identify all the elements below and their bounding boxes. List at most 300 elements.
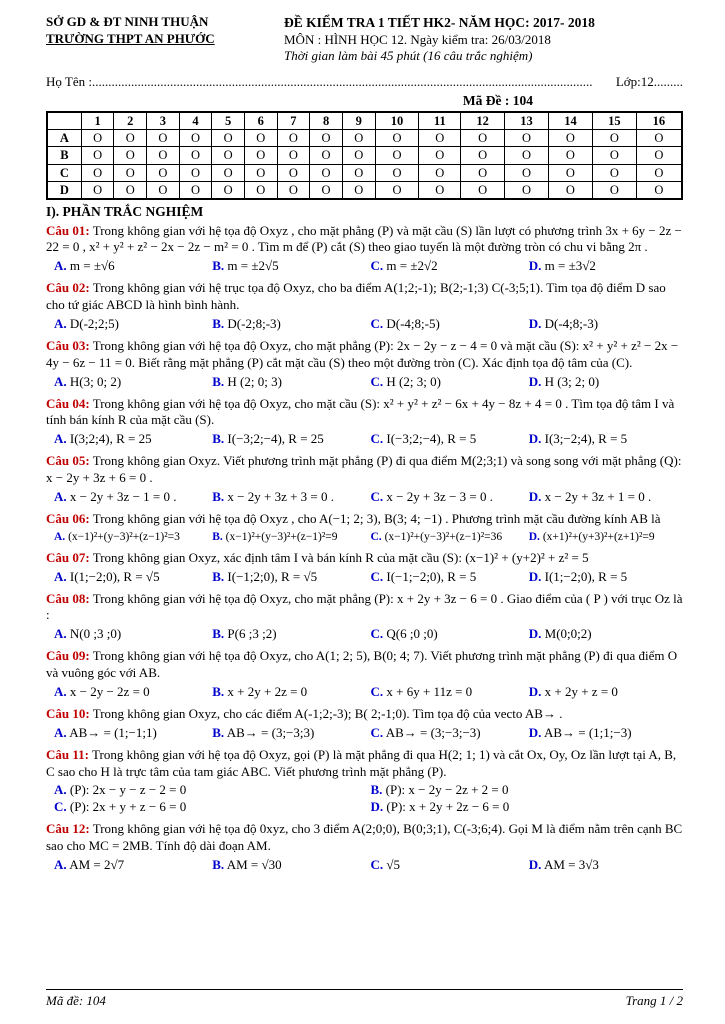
option-letter: D. bbox=[528, 568, 542, 584]
option-value: P(6 ;3 ;2) bbox=[227, 626, 277, 642]
question-body: Trong không gian Oxyz, cho các điểm A(-1;2;-3); B( 2;-1;0). Tìm tọa độ của vecto AB→ . bbox=[92, 705, 563, 721]
question-text bbox=[46, 550, 683, 567]
option-letter: B. bbox=[212, 724, 225, 740]
answer-bubble: O bbox=[505, 164, 549, 181]
answer-bubble: O bbox=[505, 130, 549, 147]
option-letter: B. bbox=[212, 857, 225, 872]
question-block bbox=[46, 223, 683, 276]
option-value: x − 2y + 3z − 3 = 0 . bbox=[386, 489, 493, 505]
option bbox=[371, 530, 525, 545]
option-letter: C. bbox=[370, 258, 384, 274]
answer-bubble: O bbox=[212, 164, 245, 181]
answer-bubble: O bbox=[592, 181, 636, 199]
option bbox=[371, 725, 525, 742]
answer-bubble: O bbox=[179, 147, 212, 164]
option-value: D(-4;8;-5) bbox=[386, 316, 440, 332]
answer-bubble: O bbox=[342, 181, 375, 199]
option-value: m = ±3√2 bbox=[544, 258, 596, 274]
option-value: H (3; 2; 0) bbox=[544, 373, 600, 389]
option-value: H(3; 0; 2) bbox=[69, 373, 122, 389]
option-letter: A. bbox=[54, 683, 67, 699]
option-letter: C. bbox=[370, 724, 384, 740]
option-letter: A. bbox=[54, 724, 67, 740]
answer-bubble: O bbox=[636, 164, 682, 181]
options-row bbox=[46, 258, 683, 275]
answer-bubble: O bbox=[375, 164, 419, 181]
option-letter: B. bbox=[212, 373, 225, 389]
answer-bubble: O bbox=[212, 130, 245, 147]
option-letter: D. bbox=[370, 799, 384, 815]
option bbox=[371, 799, 684, 816]
option bbox=[371, 431, 525, 448]
option-value: (x−1)²+(y−3)²+(z−1)²=9 bbox=[225, 530, 338, 543]
option bbox=[54, 857, 208, 874]
option-value: N(0 ;3 ;0) bbox=[69, 626, 122, 642]
option-value: (P): 2x − y − z − 2 = 0 bbox=[69, 782, 187, 798]
option-value: I(1;−2;0), R = √5 bbox=[69, 568, 160, 584]
option-value: H (2; 3; 0) bbox=[386, 373, 441, 389]
answer-bubble: O bbox=[592, 147, 636, 164]
exam-title: ĐỀ KIỂM TRA 1 TIẾT HK2- NĂM HỌC: 2017- 2018 bbox=[284, 15, 595, 30]
answer-bubble: O bbox=[114, 164, 147, 181]
answer-bubble: O bbox=[342, 164, 375, 181]
option-value: AB→ = (1;1;−3) bbox=[543, 724, 632, 740]
option-value: m = ±2√5 bbox=[227, 258, 279, 274]
question-text bbox=[46, 821, 683, 855]
option bbox=[54, 782, 367, 799]
question-text bbox=[46, 747, 683, 781]
answer-bubble: O bbox=[310, 147, 343, 164]
answer-bubble: O bbox=[375, 181, 419, 199]
answer-bubble: O bbox=[592, 164, 636, 181]
question-number: Câu 06: bbox=[46, 510, 90, 526]
answer-bubble: O bbox=[81, 164, 114, 181]
answer-grid-col-header: 5 bbox=[212, 112, 245, 130]
answer-bubble: O bbox=[147, 164, 180, 181]
answer-grid-col-header: 10 bbox=[375, 112, 419, 130]
options-row bbox=[46, 626, 683, 643]
option-letter: A. bbox=[54, 489, 67, 505]
question-number: Câu 09: bbox=[46, 648, 90, 664]
answer-grid-row-label: C bbox=[47, 164, 81, 181]
option bbox=[54, 799, 367, 816]
answer-bubble: O bbox=[277, 164, 310, 181]
answer-bubble: O bbox=[81, 147, 114, 164]
answer-grid-row-label: A bbox=[47, 130, 81, 147]
option-letter: C. bbox=[370, 316, 384, 332]
answer-bubble: O bbox=[375, 147, 419, 164]
question-body: Trong không gian với hệ tọa độ Oxyz, cho mặt phẳng (P): x + 2y + 3z − 6 = 0 . Giao điểm của ( P ) với trục Oz là : bbox=[46, 590, 683, 623]
option-value: Q(6 ;0 ;0) bbox=[386, 626, 438, 642]
question-number: Câu 11: bbox=[46, 746, 89, 762]
question-body: Trong không gian với hệ tọa độ Oxyz, gọi (P) là mặt phẳng đi qua H(2; 1; 1) và cắt Ox, Oy, Oz lần lượt tại A, B, C sao cho H là trực tâm của tam giác ABC. Viết phương trình mặt phẳng (P). bbox=[46, 746, 677, 779]
option bbox=[529, 626, 683, 643]
answer-bubble: O bbox=[114, 181, 147, 199]
option-letter: A. bbox=[54, 258, 67, 274]
answer-bubble: O bbox=[636, 130, 682, 147]
option-letter: B. bbox=[212, 568, 225, 584]
question-text bbox=[46, 706, 683, 723]
answer-grid-body bbox=[47, 130, 682, 200]
question-text bbox=[46, 511, 683, 528]
option-value: (x−1)²+(y−3)²+(z−1)²=36 bbox=[384, 530, 503, 543]
question-number: Câu 02: bbox=[46, 280, 90, 296]
option-letter: B. bbox=[212, 626, 225, 642]
question-block bbox=[46, 591, 683, 644]
department-name: SỞ GD & ĐT NINH THUẬN bbox=[46, 14, 209, 29]
option bbox=[371, 626, 525, 643]
option-letter: D. bbox=[528, 431, 542, 447]
answer-bubble: O bbox=[548, 147, 592, 164]
option-value: x + 2y + 2z = 0 bbox=[227, 683, 308, 699]
page-footer bbox=[46, 989, 683, 1010]
answer-grid-col-header: 9 bbox=[342, 112, 375, 130]
option bbox=[54, 258, 208, 275]
answer-grid-col-header: 1 bbox=[81, 112, 114, 130]
answer-bubble: O bbox=[147, 130, 180, 147]
name-label: Họ Tên : bbox=[46, 74, 92, 90]
question-body: Trong không gian với hệ trục tọa độ Oxyz, cho ba điểm A(1;2;-1); B(2;-1;3) C(-3;5;1). Tìm tọa độ điểm D sao cho tứ giác ABCD là hình bình hành. bbox=[46, 280, 666, 313]
question-block bbox=[46, 747, 683, 817]
option-letter: B. bbox=[212, 431, 225, 447]
question-number: Câu 07: bbox=[46, 549, 90, 565]
option bbox=[212, 857, 366, 874]
answer-grid-table bbox=[46, 111, 683, 200]
option bbox=[54, 530, 208, 545]
answer-bubble: O bbox=[461, 130, 505, 147]
answer-bubble: O bbox=[244, 147, 277, 164]
option bbox=[371, 782, 684, 799]
answer-bubble: O bbox=[147, 147, 180, 164]
answer-grid-col-header: 7 bbox=[277, 112, 310, 130]
answer-bubble: O bbox=[81, 130, 114, 147]
student-name-line bbox=[46, 74, 683, 91]
option-letter: D. bbox=[528, 258, 542, 274]
option-letter: C. bbox=[370, 489, 384, 505]
answer-grid-row bbox=[47, 181, 682, 199]
option-value: AM = 3√3 bbox=[543, 857, 599, 872]
option-letter: A. bbox=[54, 373, 67, 389]
option bbox=[371, 316, 525, 333]
answer-bubble: O bbox=[244, 181, 277, 199]
section-title: I). PHẦN TRẮC NGHIỆM bbox=[46, 204, 204, 220]
option bbox=[212, 725, 366, 742]
option-value: x − 2y + 3z + 1 = 0 . bbox=[544, 489, 652, 505]
option bbox=[371, 569, 525, 586]
option bbox=[529, 530, 683, 545]
option bbox=[54, 725, 208, 742]
option bbox=[371, 489, 525, 506]
option-value: I(−1;−2;0), R = 5 bbox=[386, 568, 477, 584]
option-value: AB→ = (3;−3;3) bbox=[226, 724, 315, 740]
question-body: Trong không gian Oxyz, xác định tâm I và bán kính R của mặt cầu (S): (x−1)² + (y+2)² + z² = 5 bbox=[92, 549, 589, 565]
answer-bubble: O bbox=[244, 164, 277, 181]
option-letter: D. bbox=[528, 626, 542, 642]
option-value: AM = 2√7 bbox=[69, 857, 125, 872]
answer-bubble: O bbox=[179, 164, 212, 181]
answer-grid-col-header: 13 bbox=[505, 112, 549, 130]
answer-bubble: O bbox=[505, 147, 549, 164]
footer-page-number: Trang 1 / 2 bbox=[625, 993, 683, 1009]
option bbox=[54, 431, 208, 448]
option-value: I(3;−2;4), R = 5 bbox=[544, 431, 628, 447]
options-row bbox=[46, 725, 683, 742]
option-value: m = ±√6 bbox=[69, 258, 115, 274]
question-block bbox=[46, 511, 683, 545]
option-letter: C. bbox=[370, 626, 384, 642]
option-value: x − 2y + 3z + 3 = 0 . bbox=[227, 489, 335, 505]
answer-grid-col-header: 11 bbox=[419, 112, 461, 130]
question-number: Câu 04: bbox=[46, 395, 90, 411]
question-block bbox=[46, 338, 683, 391]
exam-code: Mã Đề : 104 bbox=[462, 93, 533, 109]
answer-bubble: O bbox=[592, 130, 636, 147]
option bbox=[212, 316, 366, 333]
options-row bbox=[46, 489, 683, 506]
question-number: Câu 03: bbox=[46, 337, 90, 353]
answer-grid-col-header: 3 bbox=[147, 112, 180, 130]
answer-bubble: O bbox=[244, 130, 277, 147]
option bbox=[529, 684, 683, 701]
answer-grid-col-header: 14 bbox=[548, 112, 592, 130]
option-value: I(1;−2;0), R = 5 bbox=[544, 568, 628, 584]
option-value: I(−1;2;0), R = √5 bbox=[227, 568, 318, 584]
exam-header bbox=[46, 14, 683, 65]
question-body: Trong không gian Oxyz. Viết phương trình mặt phẳng (P) đi qua điểm M(2;3;1) và song song với mặt phẳng (Q): x − 2y + 3z + 6 = 0 . bbox=[46, 453, 682, 486]
option-value: AB→ = (3;−3;−3) bbox=[385, 724, 481, 740]
option bbox=[54, 684, 208, 701]
question-block bbox=[46, 550, 683, 586]
option-letter: B. bbox=[212, 530, 223, 543]
answer-bubble: O bbox=[419, 181, 461, 199]
answer-grid-col-header: 15 bbox=[592, 112, 636, 130]
option-letter: C. bbox=[370, 530, 382, 543]
answer-bubble: O bbox=[419, 130, 461, 147]
option bbox=[529, 258, 683, 275]
option-letter: D. bbox=[528, 489, 542, 505]
question-text bbox=[46, 223, 683, 257]
question-number: Câu 01: bbox=[46, 222, 90, 238]
option-letter: B. bbox=[212, 683, 225, 699]
options-row bbox=[46, 569, 683, 586]
option bbox=[54, 489, 208, 506]
option-value: D(-2;2;5) bbox=[69, 316, 119, 332]
question-body: Trong không gian với hệ tọa độ Oxyz , cho A(−1; 2; 3), B(3; 4; −1) . Phương trình mặt cầu đường kính AB là bbox=[92, 510, 661, 526]
option bbox=[54, 316, 208, 333]
question-block bbox=[46, 280, 683, 333]
option-letter: A. bbox=[54, 568, 67, 584]
answer-bubble: O bbox=[114, 130, 147, 147]
option-letter: D. bbox=[528, 530, 540, 543]
option-letter: C. bbox=[370, 568, 384, 584]
option bbox=[212, 431, 366, 448]
answer-bubble: O bbox=[212, 181, 245, 199]
option-letter: B. bbox=[370, 782, 383, 798]
answer-grid-col-header: 12 bbox=[461, 112, 505, 130]
option bbox=[212, 530, 366, 545]
answer-grid-header-row bbox=[47, 112, 682, 130]
options-row bbox=[46, 316, 683, 333]
option bbox=[212, 258, 366, 275]
option-value: (P): x − 2y − 2z + 2 = 0 bbox=[385, 782, 509, 798]
answer-grid-row bbox=[47, 130, 682, 147]
question-number: Câu 08: bbox=[46, 590, 90, 606]
answer-bubble: O bbox=[461, 164, 505, 181]
question-text bbox=[46, 453, 683, 487]
option bbox=[212, 489, 366, 506]
exam-duration: Thời gian làm bài 45 phút (16 câu trắc nghiệm) bbox=[284, 48, 533, 64]
question-text bbox=[46, 648, 683, 682]
question-text bbox=[46, 396, 683, 430]
options-row bbox=[46, 530, 683, 545]
answer-bubble: O bbox=[342, 147, 375, 164]
option-letter: B. bbox=[212, 316, 225, 332]
answer-grid-head bbox=[47, 112, 682, 130]
answer-bubble: O bbox=[548, 181, 592, 199]
answer-bubble: O bbox=[461, 181, 505, 199]
option bbox=[54, 374, 208, 391]
answer-bubble: O bbox=[505, 181, 549, 199]
answer-bubble: O bbox=[310, 181, 343, 199]
option-letter: A. bbox=[54, 626, 67, 642]
answer-bubble: O bbox=[277, 147, 310, 164]
exam-subject: MÔN : HÌNH HỌC 12. Ngày kiểm tra: 26/03/2018 bbox=[284, 31, 551, 47]
option-value: D(-4;8;-3) bbox=[544, 316, 599, 332]
answer-bubble: O bbox=[548, 130, 592, 147]
option-letter: C. bbox=[370, 373, 384, 389]
option bbox=[529, 569, 683, 586]
option bbox=[529, 374, 683, 391]
answer-bubble: O bbox=[461, 147, 505, 164]
school-name: TRƯỜNG THPT AN PHƯỚC bbox=[46, 30, 215, 46]
question-text bbox=[46, 280, 683, 314]
option-value: (x+1)²+(y+3)²+(z+1)²=9 bbox=[542, 530, 655, 543]
option-value: x − 2y + 3z − 1 = 0 . bbox=[69, 489, 177, 505]
answer-grid-col-header: 16 bbox=[636, 112, 682, 130]
question-block bbox=[46, 396, 683, 449]
answer-grid-col-header: 8 bbox=[310, 112, 343, 130]
option-value: M(0;0;2) bbox=[544, 626, 592, 642]
answer-grid-col-header: 2 bbox=[114, 112, 147, 130]
answer-bubble: O bbox=[636, 181, 682, 199]
answer-bubble: O bbox=[548, 164, 592, 181]
option-letter: D. bbox=[528, 316, 542, 332]
question-number: Câu 10: bbox=[46, 705, 90, 721]
question-block bbox=[46, 453, 683, 506]
option bbox=[371, 857, 525, 874]
option-letter: A. bbox=[54, 316, 67, 332]
option-value: (P): 2x + y + z − 6 = 0 bbox=[69, 799, 187, 815]
option bbox=[54, 626, 208, 643]
answer-bubble: O bbox=[114, 147, 147, 164]
option bbox=[54, 569, 208, 586]
option bbox=[529, 857, 683, 874]
option bbox=[529, 431, 683, 448]
question-block bbox=[46, 706, 683, 742]
option-letter: D. bbox=[528, 857, 542, 872]
option-value: (x−1)²+(y−3)²+(z−1)²=3 bbox=[68, 530, 180, 543]
options-row bbox=[46, 684, 683, 701]
answer-grid-row-label: B bbox=[47, 147, 81, 164]
question-number: Câu 12: bbox=[46, 821, 90, 837]
question-text bbox=[46, 338, 683, 372]
option-letter: A. bbox=[54, 530, 66, 543]
option-value: x + 2y + z = 0 bbox=[544, 683, 618, 699]
options-row bbox=[46, 431, 683, 448]
question-number: Câu 05: bbox=[46, 453, 90, 469]
answer-grid-row bbox=[47, 164, 682, 181]
option-letter: D. bbox=[528, 683, 542, 699]
answer-bubble: O bbox=[179, 130, 212, 147]
question-body: Trong không gian với hệ tọa độ Oxyz, cho mặt cầu (S): x² + y² + z² − 6x + 4y − 8z + 4 = 0 . Tìm tọa độ tâm I và tính bán kính R của mặt cầu (S). bbox=[46, 395, 675, 428]
option-value: H (2; 0; 3) bbox=[227, 373, 282, 389]
answer-bubble: O bbox=[147, 181, 180, 199]
option-value: (P): x + 2y + 2z − 6 = 0 bbox=[386, 799, 510, 815]
answer-bubble: O bbox=[81, 181, 114, 199]
issuer-block bbox=[46, 14, 284, 65]
option-value: AB→ = (1;−1;1) bbox=[69, 724, 157, 740]
questions bbox=[46, 223, 683, 874]
option bbox=[529, 725, 683, 742]
option-letter: A. bbox=[54, 857, 67, 872]
option-letter: A. bbox=[54, 431, 67, 447]
footer-exam-code: Mã đề: 104 bbox=[46, 993, 106, 1009]
question-block bbox=[46, 648, 683, 701]
option-value: I(−3;2;−4), R = 25 bbox=[227, 431, 324, 447]
option-value: √5 bbox=[386, 857, 401, 872]
option-value: D(-2;8;-3) bbox=[227, 316, 281, 332]
answer-bubble: O bbox=[212, 147, 245, 164]
question-body: Trong không gian với hệ tọa độ Oxyz, cho A(1; 2; 5), B(0; 4; 7). Viết phương trình mặt phẳng (P) đi qua điểm O và vuông góc với AB. bbox=[46, 648, 678, 681]
option bbox=[212, 626, 366, 643]
option-value: x + 6y + 11z = 0 bbox=[386, 683, 473, 699]
option bbox=[212, 569, 366, 586]
answer-bubble: O bbox=[636, 147, 682, 164]
option bbox=[529, 316, 683, 333]
answer-bubble: O bbox=[342, 130, 375, 147]
option-value: x − 2y − 2z = 0 bbox=[69, 683, 150, 699]
answer-bubble: O bbox=[179, 181, 212, 199]
option bbox=[212, 374, 366, 391]
option-value: AM = √30 bbox=[226, 857, 282, 872]
question-body: Trong không gian với hệ tọa độ Oxyz , cho mặt phẳng (P) và mặt cầu (S) lần lượt có phương trình 3x + 6y − 2z − 22 = 0 , x² + y² + z² − 2x − 2z − m² = 0 . Tìm m để (P) cắt (S) theo giao tuyến là một đường tròn có chu vi bằng 2π . bbox=[46, 222, 682, 255]
option-value: I(3;2;4), R = 25 bbox=[69, 431, 152, 447]
answer-bubble: O bbox=[375, 130, 419, 147]
answer-bubble: O bbox=[277, 130, 310, 147]
option bbox=[371, 258, 525, 275]
exam-title-block bbox=[284, 14, 683, 65]
answer-grid-corner bbox=[47, 112, 81, 130]
options-row bbox=[46, 782, 683, 816]
answer-bubble: O bbox=[310, 164, 343, 181]
option-letter: C. bbox=[370, 431, 384, 447]
option bbox=[371, 684, 525, 701]
question-body: Trong không gian với hệ tọa độ Oxyz, cho mặt phẳng (P): 2x − 2y − z − 4 = 0 và mặt cầu (S): x² + y² + z² − 2x − 4y − 6z − 11 = 0. Biết rằng mặt phẳng (P) cắt mặt cầu (S) theo một đường tròn (C). Xác định tọa độ tâm của (C). bbox=[46, 337, 679, 370]
answer-grid-col-header: 4 bbox=[179, 112, 212, 130]
option-letter: C. bbox=[370, 857, 384, 872]
option-letter: A. bbox=[54, 782, 67, 798]
question-body: Trong không gian với hệ tọa độ 0xyz, cho 3 điểm A(2;0;0), B(0;3;1), C(-3;6;4). Gọi M là điểm nằm trên cạnh BC sao cho MC = 2MB. Tính độ dài đoạn AM. bbox=[46, 821, 683, 854]
option bbox=[371, 374, 525, 391]
option bbox=[529, 489, 683, 506]
question-text bbox=[46, 591, 683, 625]
answer-bubble: O bbox=[419, 164, 461, 181]
option-value: I(−3;2;−4), R = 5 bbox=[386, 431, 477, 447]
answer-bubble: O bbox=[277, 181, 310, 199]
answer-grid-row bbox=[47, 147, 682, 164]
options-row bbox=[46, 374, 683, 391]
answer-bubble: O bbox=[310, 130, 343, 147]
